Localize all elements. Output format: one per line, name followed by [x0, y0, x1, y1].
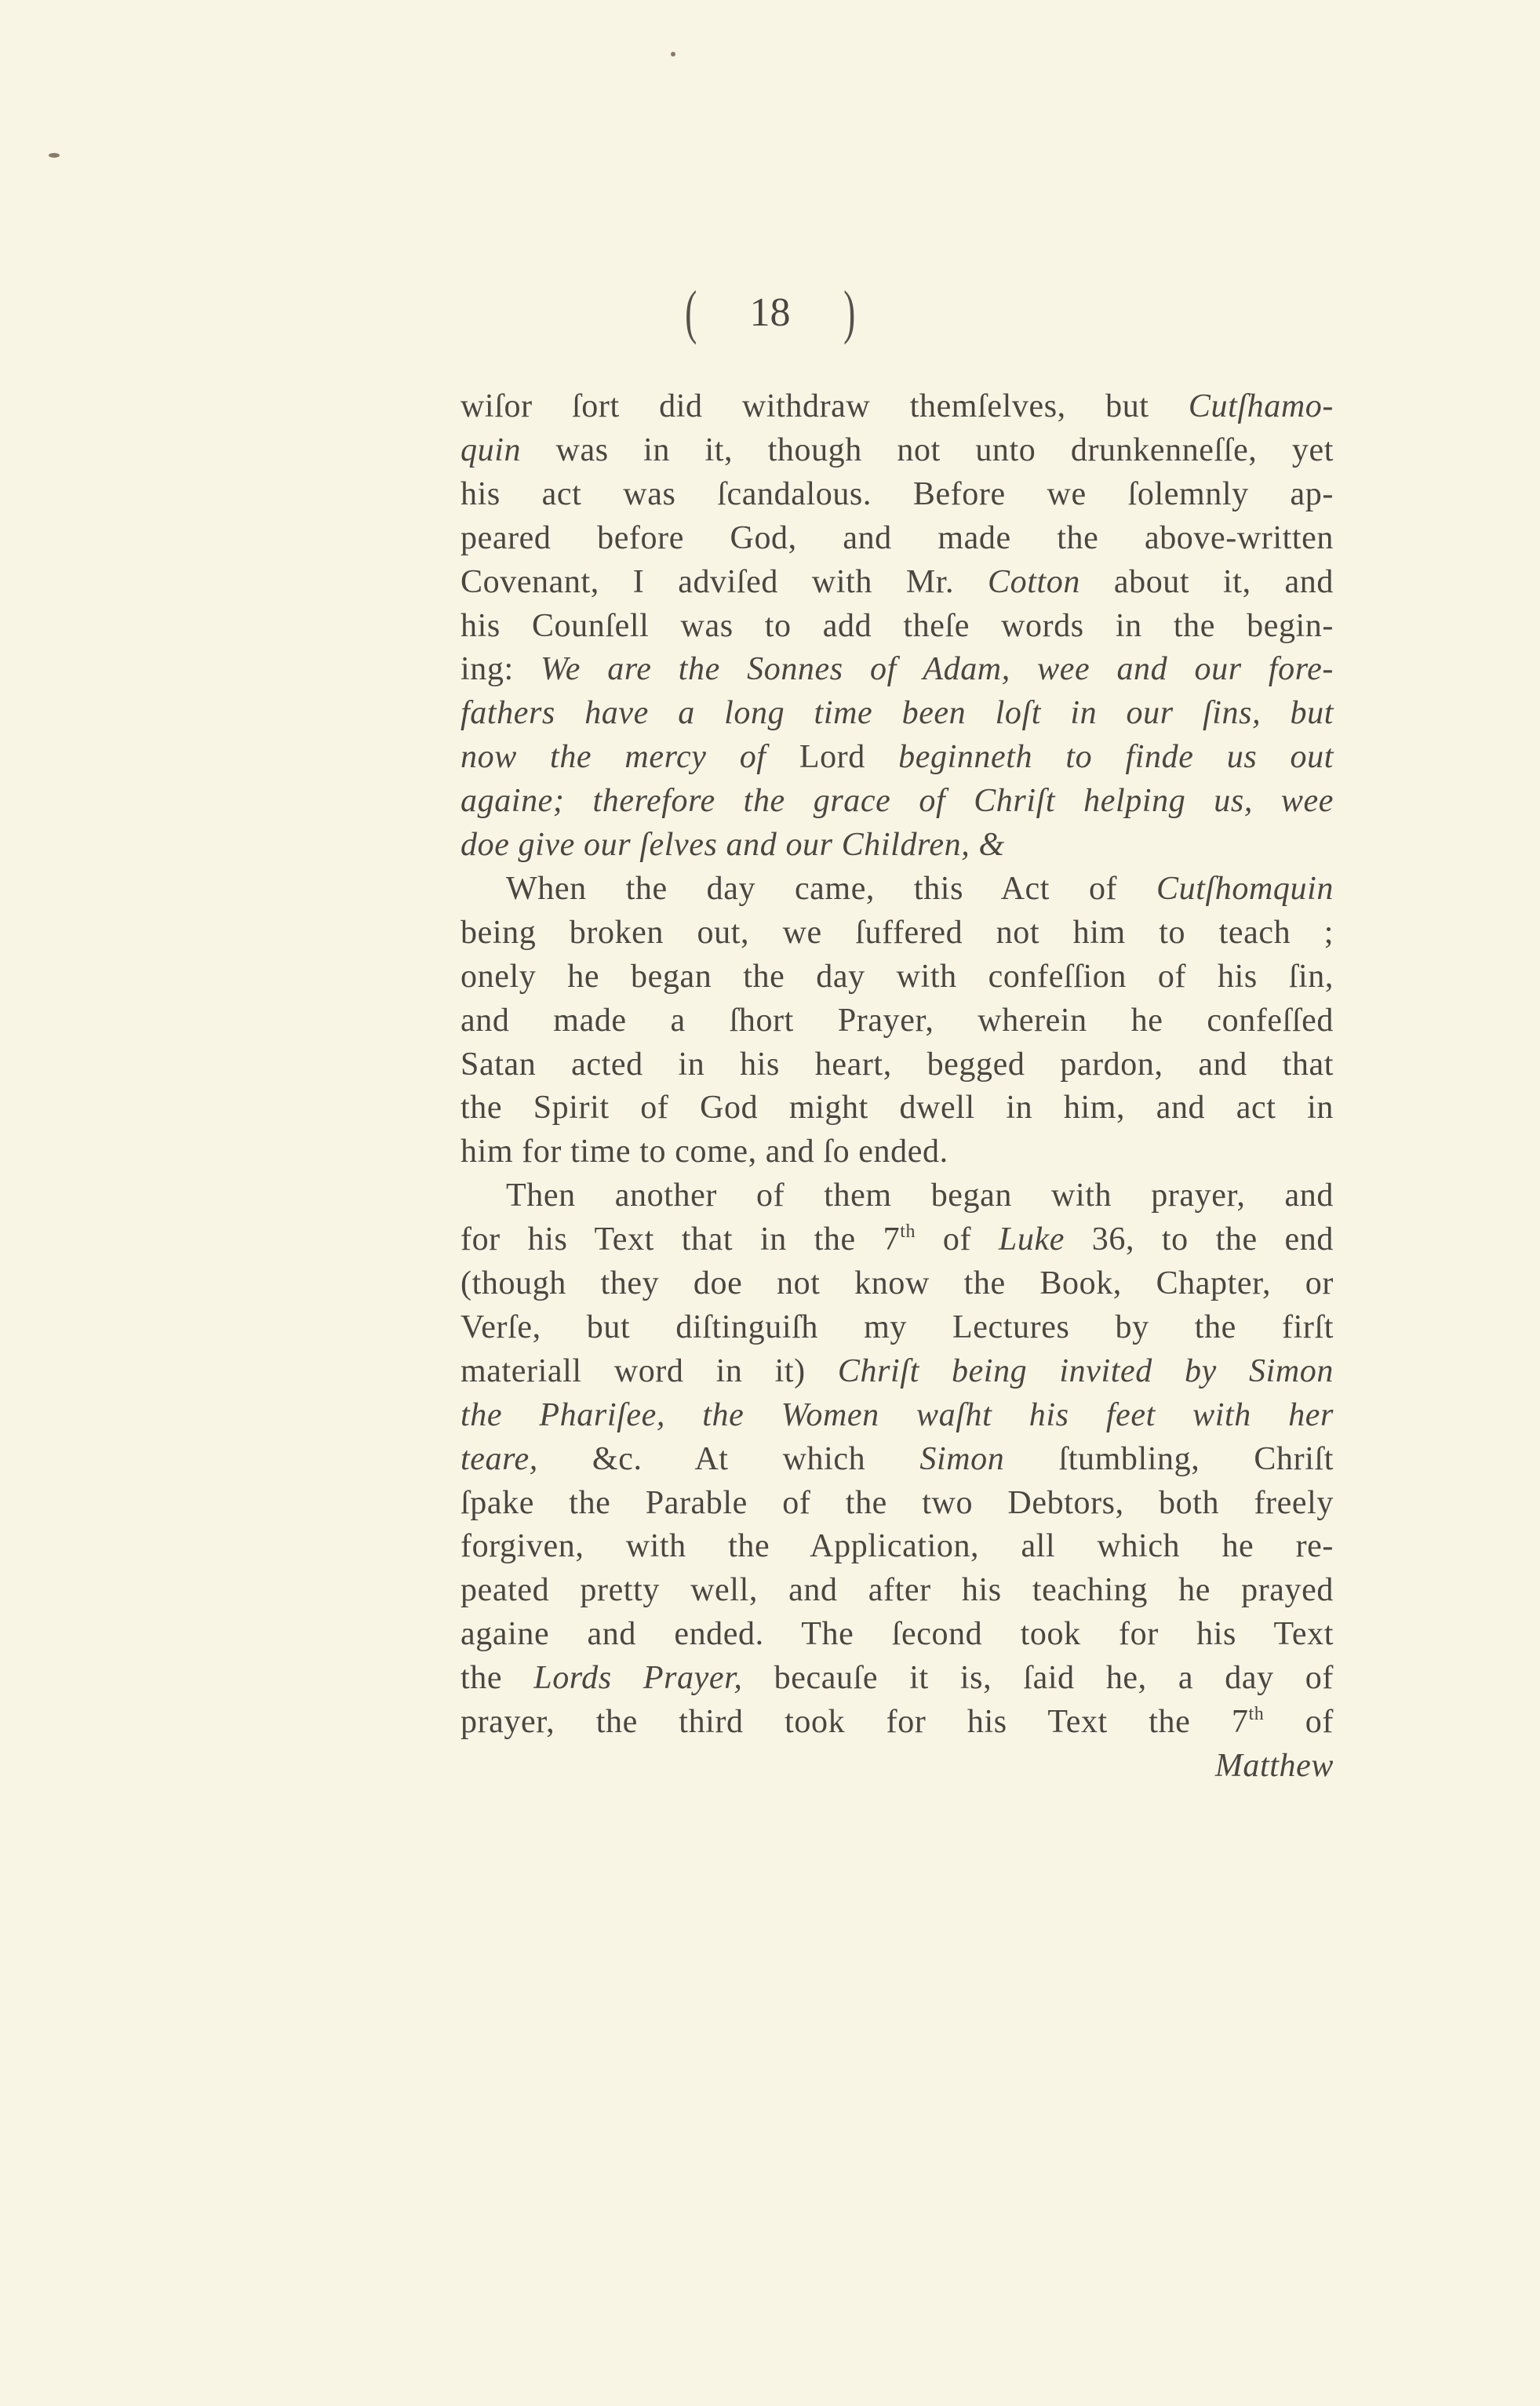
text-segment: peared before God, and made the above-written: [461, 519, 1334, 556]
italic-text: Chriſt being invited by Simon: [837, 1352, 1334, 1389]
text-segment: &c. At which: [537, 1440, 920, 1477]
text-segment: ſpake the Parable of the two Debtors, both freely: [461, 1484, 1334, 1521]
text-segment: materiall word in it): [461, 1352, 838, 1389]
italic-text: beginneth to finde us out: [898, 739, 1334, 776]
italic-text: Matthew: [1214, 1747, 1334, 1784]
text-segment: and made a ſhort Prayer, wherein he confeſſed: [461, 1002, 1334, 1039]
text-segment: peated pretty well, and after his teaching he prayed: [461, 1572, 1334, 1609]
text-line: [461, 1087, 1334, 1128]
italic-text: Luke: [998, 1221, 1065, 1258]
italic-text: the Phariſee, the Women waſht his feet with her: [461, 1396, 1334, 1433]
text-segment: (though they doe not know the Book, Chapter, or: [461, 1265, 1334, 1301]
text-line: [461, 1570, 1334, 1611]
text-line: [461, 1175, 1334, 1216]
text-segment: about it, and: [1079, 563, 1334, 600]
text-line: [461, 868, 1334, 909]
text-segment: the Spirit of God might dwell in him, and act in: [461, 1090, 1334, 1127]
text-line: [461, 518, 1334, 559]
italic-text: teare,: [461, 1440, 538, 1477]
text-segment: Then another of them began with prayer, and: [506, 1178, 1334, 1214]
text-segment: Covenant, I adviſed with Mr.: [461, 563, 988, 600]
italic-text: Cutſhamo-: [1188, 388, 1334, 424]
text-line: [461, 1614, 1334, 1654]
text-line: [461, 430, 1334, 471]
text-segment: of: [1264, 1704, 1334, 1740]
text-segment: for his Text that in the 7: [461, 1221, 901, 1258]
text-segment: was in it, though not unto drunkenneſſe, yet: [521, 431, 1334, 468]
text-segment: ſtumbling, Chriſt: [1004, 1440, 1334, 1477]
page-header: [0, 278, 1540, 347]
text-segment: of: [916, 1221, 999, 1258]
text-line: [461, 781, 1334, 821]
text-line: [461, 824, 1334, 865]
text-segment: the: [461, 1660, 534, 1697]
page-number: 18: [749, 290, 791, 335]
text-segment: his act was ſcandalous. Before we ſolemnly ap-: [461, 475, 1334, 512]
text-line: [461, 737, 1334, 777]
italic-text: now the mercy of: [461, 739, 766, 776]
text-line: [461, 1219, 1334, 1260]
text-line: [461, 649, 1334, 690]
catchword: [461, 1745, 1334, 1786]
text-segment: forgiven, with the Application, all which he re-: [461, 1528, 1334, 1565]
text-segment: wiſor ſort did withdraw themſelves, but: [461, 388, 1189, 424]
text-line: [461, 1658, 1334, 1698]
text-segment: ing:: [461, 651, 541, 688]
text-line: [461, 1000, 1334, 1041]
text-line: [461, 1307, 1334, 1348]
paper-speck: [49, 153, 60, 158]
text-line: [461, 956, 1334, 997]
text-line: [461, 1483, 1334, 1523]
text-segment: Lord: [766, 739, 899, 776]
text-segment: againe and ended. The ſecond took for his Text: [461, 1616, 1334, 1653]
text-line: [461, 386, 1334, 427]
paren-close: ): [843, 279, 855, 345]
text-line: [461, 1439, 1334, 1480]
paren-open: (: [685, 279, 697, 345]
superscript: th: [1248, 1704, 1265, 1724]
text-line: [461, 693, 1334, 733]
italic-text: Simon: [919, 1440, 1005, 1477]
text-line: [461, 1263, 1334, 1304]
text-segment: prayer, the third took for his Text the 7: [461, 1704, 1249, 1740]
text-line: [461, 1702, 1334, 1742]
text-segment: onely he began the day with confeſſion of his ſin,: [461, 958, 1334, 995]
italic-text: Cutſhomquin: [1156, 870, 1334, 907]
italic-text: againe; therefore the grace of Chriſt helping us, wee: [461, 783, 1334, 820]
italic-text: fathers have a long time been loſt in our ſins, but: [461, 695, 1334, 732]
superscript: th: [900, 1221, 916, 1243]
text-line: [461, 1526, 1334, 1567]
text-line: [461, 606, 1334, 646]
text-line: [461, 912, 1334, 953]
text-line: [461, 562, 1334, 602]
paper-speck: [671, 52, 675, 56]
italic-text: We are the Sonnes of Adam, wee and our fore-: [541, 651, 1334, 688]
text-line: [461, 1395, 1334, 1436]
text-segment: 36, to the end: [1064, 1221, 1334, 1258]
text-segment: him for time to come, and ſo ended.: [461, 1134, 948, 1170]
italic-text: Cotton: [988, 563, 1080, 600]
text-segment: his Counſell was to add theſe words in the begin-: [461, 607, 1334, 644]
text-segment: When the day came, this Act of: [506, 870, 1157, 907]
italic-text: doe give our ſelves and our Children, &: [461, 827, 1005, 863]
text-segment: becauſe it is, ſaid he, a day of: [742, 1660, 1334, 1697]
italic-text: Lords Prayer,: [533, 1660, 743, 1697]
italic-text: quin: [461, 431, 522, 468]
text-segment: Satan acted in his heart, begged pardon, and that: [461, 1046, 1334, 1083]
text-segment: being broken out, we ſuffered not him to teach ;: [461, 914, 1334, 951]
text-segment: Verſe, but diſtinguiſh my Lectures by the firſt: [461, 1309, 1334, 1345]
text-line: [461, 1044, 1334, 1085]
text-line: [461, 1131, 1334, 1172]
text-line: [461, 474, 1334, 515]
text-line: [461, 1351, 1334, 1392]
